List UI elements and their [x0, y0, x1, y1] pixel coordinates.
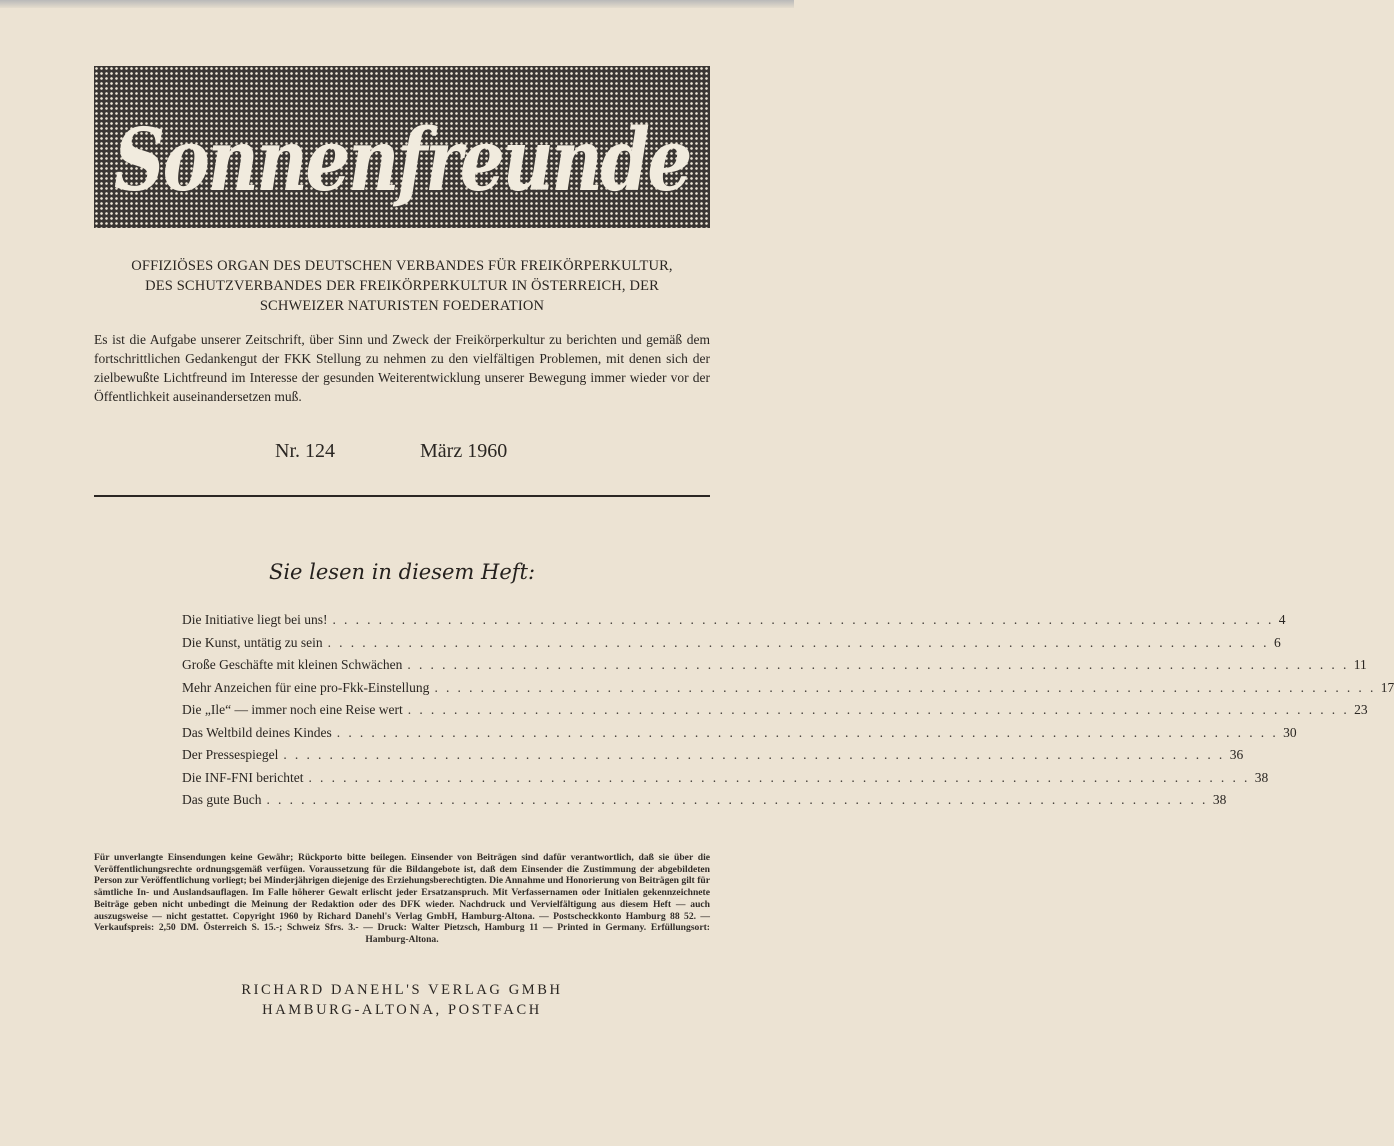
toc-entry[interactable]: [182, 724, 1297, 748]
legal-notice: Für unverlangte Einsendungen keine Gewähr; Rückporto bitte beilegen. Einsender von Beiträgen sind dafür verantwortlich, daß sie über die Veröffentlichungsrechte ordnungsgemäß verfügen. Voraussetzung für die Bildangebote ist, daß dem Einsender die Zustimmung der abgebildeten Person zur Veröffentlichung vorliegt; bei Minderjährigen diejenige des Erziehungsberechtigten. Die Annahme und Honorierung von Beiträgen gilt für sämtliche In- und Auslandsauflagen. Im Falle höherer Gewalt erlischt jeder Ersatzanspruch. Mit Verfassernamen oder Initialen gekennzeichnete Beiträge geben nicht unbedingt die Meinung der Redaktion oder des DFK wieder. Nachdruck und Vervielfältigung aus diesem Heft — auch auszugsweise — nicht gestattet. Copyright 1960 by Richard Danehl's Verlag GmbH, Hamburg-Altona. — Postscheckkonto Hamburg 88 52. — Verkaufspreis: 2,50 DM. Österreich S. 15.-; Schweiz Sfrs. 3.- — Druck: Walter Pietzsch, Hamburg 11 — Printed in Germany. Erfüllungsort: Hamburg-Altona.: [94, 852, 710, 945]
toc-entry-page: 36: [1229, 747, 1244, 762]
toc-dot-leader: [328, 635, 1269, 651]
toc-entry-title: Die Kunst, untätig zu sein: [182, 634, 323, 650]
page-top-edge: [0, 0, 794, 8]
toc-entry-title: Die INF-FNI berichtet: [182, 769, 304, 785]
toc-entry[interactable]: [182, 657, 1367, 680]
toc-dot-leader: [332, 612, 1273, 628]
toc-entry[interactable]: [182, 702, 1368, 725]
toc-entry-page: 23: [1354, 702, 1368, 717]
toc-entry-title: Der Pressespiegel: [182, 747, 279, 762]
publisher-address: HAMBURG-ALTONA, POSTFACH: [262, 1002, 542, 1018]
toc-entry-title: Die Initiative liegt bei uns!: [182, 612, 328, 627]
toc-entry[interactable]: [182, 634, 1281, 658]
official-organ-line-2: DES SCHUTZVERBANDES DER FREIKÖRPERKULTUR IN ÖSTERREICH, DER: [145, 278, 659, 294]
horizontal-rule: [94, 495, 710, 497]
toc-dot-leader: [407, 657, 1348, 673]
toc-entry-page: 4: [1278, 612, 1286, 627]
masthead-logo: [94, 66, 710, 228]
toc-dot-leader: [434, 680, 1375, 696]
toc-entry-page: 38: [1254, 769, 1269, 785]
toc-entry-page: 17: [1380, 679, 1394, 695]
toc-entry[interactable]: [182, 769, 1269, 793]
official-organ-line-1: OFFIZIÖSES ORGAN DES DEUTSCHEN VERBANDES FÜR FREIKÖRPERKULTUR,: [131, 258, 673, 274]
toc-entry-page: 30: [1283, 724, 1297, 740]
toc-entry-title: Die „Ile“ — immer noch eine Reise wert: [182, 702, 403, 717]
official-organ-line-3: SCHWEIZER NATURISTEN FOEDERATION: [259, 298, 545, 314]
toc-dot-leader: [266, 792, 1207, 808]
toc-dot-leader: [308, 770, 1249, 786]
toc-dot-leader: [283, 747, 1224, 763]
toc-entry[interactable]: [182, 679, 1394, 703]
official-organ-statement: [94, 256, 710, 316]
masthead-banner: [94, 66, 710, 228]
table-of-contents: [182, 612, 1394, 815]
issue-date: März 1960: [420, 440, 508, 462]
toc-entry-page: 11: [1353, 657, 1367, 672]
toc-entry-page: 38: [1212, 792, 1227, 807]
publisher-name: RICHARD DANEHL'S VERLAG GMBH: [241, 982, 563, 998]
toc-entry[interactable]: [182, 792, 1227, 815]
toc-heading: Sie lesen in diesem Heft:: [268, 560, 536, 584]
toc-entry-title: Große Geschäfte mit kleinen Schwächen: [182, 657, 403, 672]
toc-dot-leader: [408, 702, 1349, 718]
toc-entry-title: Das gute Buch: [182, 792, 262, 807]
publisher-imprint: [94, 980, 710, 1020]
masthead-title: Sonnenfreunde: [114, 110, 691, 211]
toc-entry[interactable]: [182, 747, 1244, 770]
toc-entry-title: Mehr Anzeichen für eine pro-Fkk-Einstellung: [182, 679, 430, 695]
toc-entry-title: Das Weltbild deines Kindes: [182, 724, 332, 740]
toc-entry-page: 6: [1273, 634, 1281, 650]
toc-dot-leader: [337, 725, 1278, 741]
issue-number: Nr. 124: [275, 440, 335, 462]
mission-statement: Es ist die Aufgabe unserer Zeitschrift, über Sinn und Zweck der Freikörperkultur zu berichten und gemäß dem fortschrittlichen Gedankengut der FKK Stellung zu nehmen zu den vielfältigen Problemen, mit denen sich der zielbewußte Lichtfreund im Interesse der gesunden Weiterentwicklung unserer Bewegung immer wieder vor der Öffentlichkeit auseinandersetzen muß.: [94, 332, 710, 404]
toc-entry[interactable]: [182, 612, 1286, 635]
